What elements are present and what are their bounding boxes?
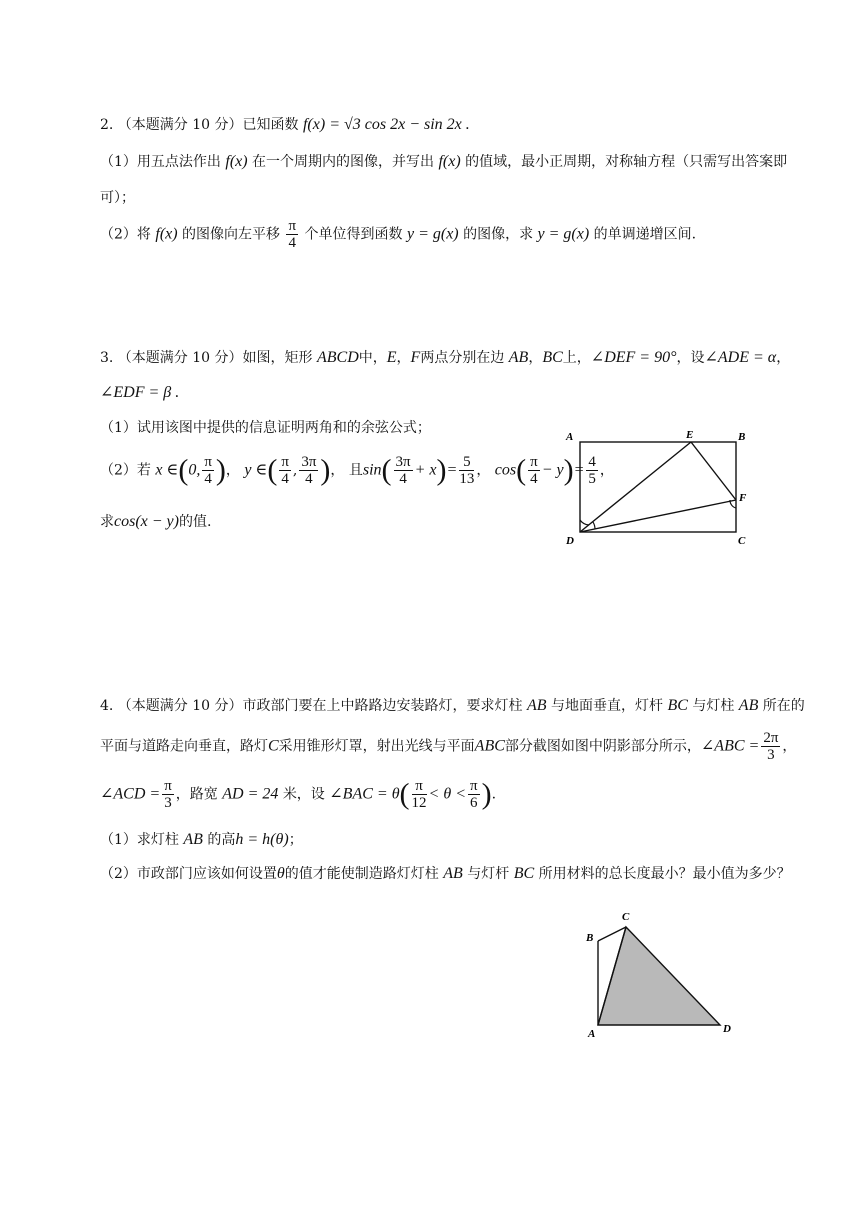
- q3-part1: （1）试用该图中提供的信息证明两角和的余弦公式；: [100, 420, 431, 436]
- q3-label-e: E: [686, 429, 694, 441]
- q3-ade: ∠ADE = α: [704, 349, 777, 366]
- q2-part2-c: 个单位得到函数: [304, 226, 403, 243]
- q3-angle-alpha: [580, 520, 589, 525]
- q3-comma-5: ，: [330, 462, 345, 479]
- q4-bac: ∠BAC = θ: [329, 785, 400, 803]
- q2-header-line: [100, 115, 470, 135]
- q3-frac-4-5: $\frac{4}{5}$: [588, 454, 596, 487]
- q3-rect-abcd: [580, 442, 736, 532]
- q3-label-d: D: [566, 535, 574, 547]
- q3-label-a: A: [566, 431, 574, 443]
- q4-l1-a: 4. （本题满分 10 分）市政部门要在上中路路边安装路灯，要求灯柱: [100, 698, 523, 714]
- q4-c: C: [268, 737, 279, 755]
- q4-l2-b: 采用锥形灯罩，射出光线与平面: [278, 738, 475, 755]
- q3-x-in: x ∈: [155, 461, 179, 479]
- q4-bc-1: BC: [667, 697, 688, 714]
- q4-mi: 米，设: [282, 786, 325, 803]
- q4-abc-angle: ∠ABC =: [700, 737, 760, 755]
- q4-label-b: B: [586, 932, 594, 944]
- q4-l3-b: ，路宽: [175, 786, 218, 803]
- q4-ad: AD = 24: [222, 785, 279, 803]
- q2-part1-a: （1）用五点法作出: [100, 154, 221, 170]
- q4-h: h = h(θ): [235, 831, 289, 848]
- q3-header-line: [100, 348, 790, 368]
- q3-header: 3. （本题满分 10 分）如图，矩形: [100, 350, 313, 366]
- q4-comma-1: ，: [782, 738, 797, 755]
- q2-part1-c: 的值域，最小正周期，对称轴方程（只需写出答案即: [465, 154, 788, 170]
- q2-ygx-2: y = g(x): [537, 225, 590, 243]
- q4-label-a: A: [588, 1028, 596, 1040]
- q3-ask-line: [100, 512, 211, 532]
- q3-h-c: 两点分别在边: [420, 350, 505, 366]
- q4-part2: [100, 864, 791, 884]
- q4-period: .: [491, 786, 497, 803]
- q3-comma: ，: [396, 350, 411, 366]
- q3-lparen-1: (: [178, 453, 189, 487]
- q4-lparen: (: [399, 777, 410, 811]
- q4-l1-d: 所在的: [762, 698, 805, 714]
- q4-p1-c: ；: [288, 832, 303, 848]
- q4-bc-2: BC: [513, 865, 535, 882]
- q3-comma-4: ，: [225, 462, 240, 479]
- q3-cosxy: cos(x − y): [114, 513, 179, 530]
- q3-h-b: 中，: [358, 350, 387, 366]
- q2-part2-a: （2）将: [100, 226, 151, 243]
- q2-header: 2. （本题满分 10 分）已知函数: [100, 117, 299, 133]
- q4-l2-c: 部分截图如图中阴影部分所示，: [504, 738, 701, 755]
- q3-abcd: ABCD: [316, 349, 359, 366]
- q3-plus-x: + x: [414, 461, 437, 479]
- q4-frac-pi-3: $\frac{\pi}{3}$: [164, 778, 172, 811]
- q3-pq: 求: [100, 514, 114, 530]
- q3-lparen-2: (: [267, 453, 278, 487]
- q2-part1-line: [100, 152, 787, 172]
- q3-edf: ∠EDF = β .: [100, 384, 180, 401]
- q3-comma-3: ，: [776, 350, 791, 366]
- q3-header-line2: [100, 383, 179, 403]
- q2-pi-over-4: $\frac{\pi}{4}$: [288, 218, 297, 251]
- q4-shaded-triangle-acd: [598, 927, 720, 1025]
- q2-ygx-1: y = g(x): [406, 225, 459, 243]
- q3-def: ∠DEF = 90°: [590, 349, 677, 366]
- q4-line3: [100, 778, 496, 811]
- q2-part1-cont: 可）；: [100, 190, 135, 206]
- q4-ab-3: AB: [183, 831, 203, 848]
- q2-fx-3: f(x): [155, 225, 178, 243]
- q3-f: F: [410, 349, 421, 366]
- q3-rparen-3: ): [436, 453, 447, 487]
- q2-part2-b: 的图像向左平移: [182, 226, 281, 243]
- q3-e: E: [386, 349, 397, 366]
- q4-streetlight-figure: [580, 905, 740, 1045]
- q3-zero: 0,: [188, 461, 201, 479]
- q3-ab: AB: [508, 349, 529, 366]
- q3-label-f: F: [739, 492, 747, 504]
- q3-angle-beta: [593, 522, 595, 529]
- q4-line1: [100, 696, 805, 716]
- q3-bc: BC: [542, 349, 563, 366]
- q4-frac-pi-12: $\frac{\pi}{12}$: [411, 778, 427, 811]
- q4-theta: θ: [276, 865, 285, 882]
- q4-p2-d: 所用材料的总长度最小？最小值为多少？: [538, 866, 791, 882]
- q4-l1-b: 与地面垂直，灯杆: [550, 698, 663, 714]
- q3-de: 的值.: [178, 514, 212, 530]
- q4-p1-a: （1）求灯柱: [100, 832, 179, 848]
- q4-l2-a: 平面与道路走向垂直，路灯: [100, 738, 268, 755]
- q4-ab-1: AB: [526, 697, 547, 714]
- q3-comma-7: ，: [599, 462, 614, 479]
- q4-rparen: ): [481, 777, 492, 811]
- q3-minus-y: − y: [541, 461, 564, 479]
- q4-part1: [100, 830, 303, 850]
- q3-line-df: [580, 500, 736, 532]
- q2-fx-1: f(x): [225, 153, 248, 170]
- q3-qie: 且: [348, 462, 363, 479]
- q4-p1-b: 的高: [207, 832, 236, 848]
- q4-frac-pi-6: $\frac{\pi}{6}$: [470, 778, 478, 811]
- q3-rparen-4: ): [563, 453, 574, 487]
- q3-eq-1: =: [446, 461, 458, 479]
- q2-part2-d: 的图像，求: [463, 226, 534, 243]
- q4-line2: [100, 730, 796, 763]
- q3-lparen-3: (: [381, 453, 392, 487]
- q4-l1-c: 与灯柱: [692, 698, 735, 714]
- q3-frac-3pi4-b: $\frac{3\pi}{4}$: [395, 454, 411, 487]
- q4-lt-theta-lt: < θ <: [428, 785, 466, 803]
- q3-rectangle-figure: [560, 428, 760, 548]
- q3-h-e: ，设: [676, 350, 705, 366]
- q4-label-c: C: [622, 911, 630, 923]
- q3-comma-6: ，: [476, 462, 491, 479]
- q4-acd: ∠ACD =: [100, 785, 161, 803]
- q2-function: f(x) = √3 cos 2x − sin 2x .: [302, 116, 470, 133]
- q3-label-b: B: [738, 431, 746, 443]
- q2-fx-2: f(x): [438, 153, 461, 170]
- q3-eq-2: =: [573, 461, 585, 479]
- q4-abc: ABC: [474, 737, 505, 755]
- q3-comma-2: ，: [528, 350, 543, 366]
- q4-arm-bc: [598, 927, 626, 941]
- q3-cos: cos: [494, 461, 517, 479]
- q3-frac-pi4-c: $\frac{\pi}{4}$: [530, 454, 538, 487]
- q3-p2-a: （2）若: [100, 462, 151, 479]
- q4-p2-a: （2）市政部门应该如何设置: [100, 866, 277, 882]
- q3-y-in: y ∈: [244, 461, 268, 479]
- q4-ab-2: AB: [738, 697, 759, 714]
- q3-lparen-4: (: [516, 453, 527, 487]
- q4-ab-4: AB: [443, 865, 463, 882]
- q3-h-d: 上，: [562, 350, 591, 366]
- q3-line-de: [580, 442, 691, 532]
- q3-part2-line: （2）若 x ∈(0, $\frac{\pi}{4}$ )， y ∈( $\frac{\pi}{4}$ , $\frac{3\pi}{4}$ )， 且sin( $\frac{3\pi}{4}$ + x)= $\frac{5}{13}$ ， cos( $\frac{\pi}{4}$ − y)= $\frac{4}{5}$ ，: [100, 453, 614, 487]
- q2-part2-line: [100, 218, 696, 251]
- q3-label-c: C: [738, 535, 746, 547]
- q3-frac-pi4-b: $\frac{\pi}{4}$: [281, 454, 289, 487]
- q3-frac-pi4-a: $\frac{\pi}{4}$: [204, 454, 212, 487]
- q4-label-d: D: [723, 1023, 731, 1035]
- q3-rparen-2: ): [320, 453, 331, 487]
- q3-line-ef: [691, 442, 736, 500]
- q4-frac-2pi-3: $\frac{2\pi}{3}$: [763, 730, 779, 763]
- q2-part1-b: 在一个周期内的图像，并写出: [252, 154, 435, 170]
- q3-frac-3pi4-a: $\frac{3\pi}{4}$: [301, 454, 317, 487]
- q4-p2-c: 与灯杆: [467, 866, 510, 882]
- q4-p2-b: 的值才能使制造路灯灯柱: [284, 866, 439, 882]
- q3-frac-5-13: $\frac{5}{13}$: [459, 454, 475, 487]
- q2-part2-e: 的单调递增区间.: [593, 226, 697, 243]
- q3-rparen-1: ): [215, 453, 226, 487]
- q3-sin: sin: [362, 461, 382, 479]
